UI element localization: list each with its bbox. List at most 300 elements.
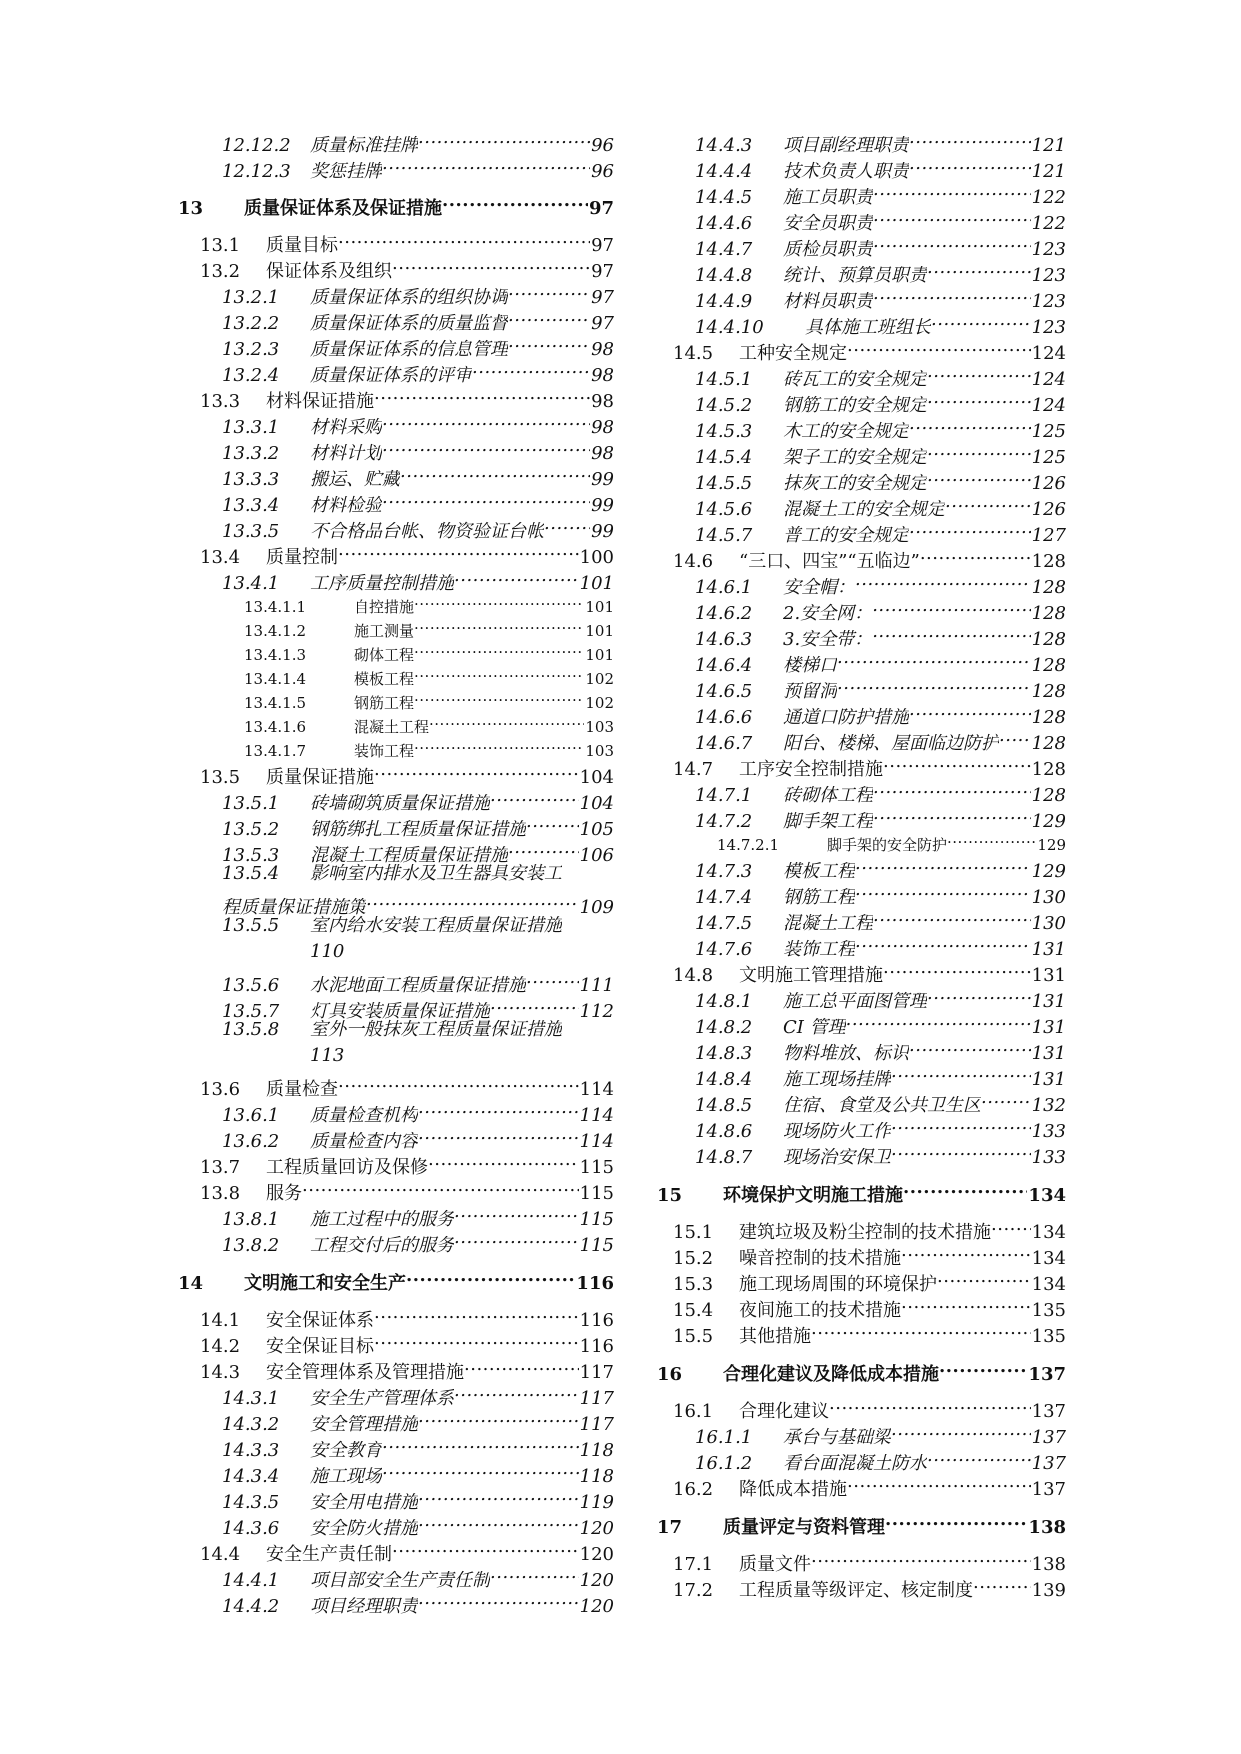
toc-entry-title: 噪音控制的技术措施 <box>739 1248 901 1269</box>
toc-entry[interactable] <box>673 1263 1066 1295</box>
toc-dot-leader <box>837 670 1031 697</box>
toc-entry-page: 128 <box>1031 681 1066 702</box>
toc-entry[interactable] <box>673 540 1066 572</box>
toc-entry-title: 砖砌体工程 <box>783 785 873 806</box>
toc-dot-leader <box>883 748 1031 775</box>
toc-entry[interactable] <box>695 280 1066 312</box>
toc-entry-title: 材料计划 <box>310 443 382 464</box>
toc-dot-leader <box>442 187 588 214</box>
toc-entry-page: 98 <box>591 391 614 412</box>
toc-entry[interactable] <box>200 1533 614 1565</box>
toc-entry-title: 装饰工程 <box>783 939 855 960</box>
toc-entry-number: 13.6.1 <box>222 1105 280 1126</box>
toc-entry-page: 98 <box>591 365 614 386</box>
toc-entry[interactable] <box>695 850 1066 882</box>
toc-entry[interactable] <box>673 332 1066 364</box>
toc-entry[interactable] <box>222 1120 614 1152</box>
toc-entry-number: 14.4.6 <box>695 213 753 234</box>
toc-entry[interactable] <box>695 410 1066 442</box>
toc-entry[interactable] <box>222 1585 614 1617</box>
toc-dot-leader <box>508 834 579 861</box>
toc-entry[interactable] <box>200 536 614 568</box>
toc-entry-page: 125 <box>1031 447 1066 468</box>
toc-entry[interactable] <box>695 1032 1066 1064</box>
toc-entry[interactable] <box>695 774 1066 806</box>
toc-entry[interactable] <box>222 458 614 490</box>
toc-entry[interactable] <box>695 306 1066 338</box>
toc-entry[interactable] <box>222 406 614 438</box>
toc-entry[interactable] <box>695 980 1066 1012</box>
toc-dot-leader <box>945 488 1031 515</box>
toc-entry-title: 质量保证体系及保证措施 <box>244 198 442 219</box>
toc-entry[interactable] <box>222 1507 614 1539</box>
toc-entry[interactable] <box>695 1442 1066 1474</box>
toc-entry-number: 13.4.1.2 <box>244 622 307 640</box>
toc-entry-number: 15 <box>657 1185 683 1206</box>
toc-entry-number: 14.7 <box>673 759 714 780</box>
toc-entry-number: 14.7.6 <box>695 939 753 960</box>
toc-entry-number: 13.2.4 <box>222 365 280 386</box>
toc-entry-page: 125 <box>1031 421 1066 442</box>
toc-entry-title: 砖墙砌筑质量保证措施 <box>310 793 490 814</box>
toc-entry-title: 保证体系及组织 <box>266 261 392 282</box>
toc-entry-number: 14.5.6 <box>695 499 753 520</box>
toc-dot-leader <box>927 436 1031 463</box>
toc-dot-leader <box>939 1353 1027 1380</box>
toc-entry[interactable] <box>695 1136 1066 1168</box>
toc-entry[interactable] <box>695 384 1066 416</box>
toc-entry-number: 14.3 <box>200 1362 241 1383</box>
toc-entry-number: 13.4.1 <box>222 573 280 594</box>
toc-entry-number: 14.4.5 <box>695 187 753 208</box>
toc-entry-number: 14.4.2 <box>222 1596 280 1617</box>
toc-entry[interactable] <box>673 954 1066 986</box>
toc-entry[interactable] <box>222 562 614 594</box>
toc-entry[interactable] <box>695 618 1066 650</box>
toc-entry-page: 135 <box>1031 1326 1066 1347</box>
toc-entry-number: 14.7.2.1 <box>717 836 780 854</box>
toc-entry-number: 16 <box>657 1364 683 1385</box>
toc-entry-title: 住宿、食堂及公共卫生区 <box>783 1095 981 1116</box>
toc-entry-number: 14.3.4 <box>222 1466 280 1487</box>
toc-dot-leader <box>418 1481 579 1508</box>
toc-entry[interactable] <box>695 1084 1066 1116</box>
toc-dot-leader <box>414 612 584 636</box>
toc-entry-page: 123 <box>1031 239 1066 260</box>
toc-dot-leader <box>454 562 579 589</box>
toc-entry[interactable] <box>695 902 1066 934</box>
toc-entry-number: 13.4.1.6 <box>244 718 307 736</box>
toc-entry[interactable] <box>222 1377 614 1409</box>
toc-entry[interactable] <box>695 202 1066 234</box>
toc-entry[interactable] <box>222 834 614 866</box>
toc-entry-title: 2.安全网： <box>783 603 873 624</box>
toc-entry-number: 12.12.2 <box>222 135 291 156</box>
toc-entry[interactable] <box>695 228 1066 260</box>
toc-entry[interactable] <box>222 1224 614 1256</box>
toc-entry-page: 101 <box>585 646 614 664</box>
toc-entry[interactable] <box>178 187 614 219</box>
toc-entry-page: 96 <box>591 135 614 156</box>
toc-entry[interactable] <box>222 276 614 308</box>
toc-entry-number: 13.3.4 <box>222 495 280 516</box>
toc-dot-leader <box>947 826 1036 850</box>
toc-entry[interactable] <box>695 124 1066 156</box>
toc-entry[interactable] <box>222 432 614 464</box>
toc-entry[interactable] <box>200 1172 614 1204</box>
toc-entry-number: 14.8.6 <box>695 1121 753 1142</box>
toc-entry[interactable] <box>244 708 614 736</box>
toc-entry-page: 97 <box>591 287 614 308</box>
toc-entry-number: 13.5.3 <box>222 845 280 866</box>
toc-entry[interactable] <box>695 876 1066 908</box>
toc-dot-leader <box>338 1068 579 1095</box>
toc-entry-page: 134 <box>1031 1222 1066 1243</box>
toc-entry-title: 工程质量回访及保修 <box>266 1157 428 1178</box>
toc-entry[interactable] <box>657 1353 1066 1385</box>
toc-entry-number: 13.3.5 <box>222 521 280 542</box>
toc-entry[interactable] <box>222 1429 614 1461</box>
toc-entry[interactable] <box>200 1351 614 1383</box>
toc-entry-number: 14.7.3 <box>695 861 753 882</box>
toc-entry[interactable] <box>222 124 614 156</box>
toc-entry-title: 混凝土工程 <box>354 718 430 736</box>
toc-entry[interactable] <box>673 1543 1066 1575</box>
toc-entry-page: 124 <box>1031 369 1066 390</box>
toc-entry-title: 合理化建议及降低成本措施 <box>723 1364 939 1385</box>
toc-entry[interactable] <box>200 756 614 788</box>
toc-entry-title: 质量检查机构 <box>310 1105 418 1126</box>
toc-entry[interactable] <box>222 912 614 939</box>
toc-entry-number: 15.2 <box>673 1248 714 1269</box>
toc-entry-title: 项目部安全生产责任制 <box>310 1570 490 1591</box>
toc-dot-leader <box>490 990 579 1017</box>
toc-entry-title: 架子工的安全规定 <box>783 447 927 468</box>
toc-entry[interactable] <box>222 510 614 542</box>
toc-dot-leader <box>429 708 584 732</box>
toc-entry-title: 材料检验 <box>310 495 382 516</box>
toc-entry[interactable] <box>200 380 614 412</box>
toc-entry-title: 环境保护文明施工措施 <box>723 1185 903 1206</box>
toc-dot-leader <box>855 566 1031 593</box>
toc-entry-title: 材料保证措施 <box>266 391 374 412</box>
toc-entry[interactable] <box>695 1416 1066 1448</box>
toc-entry[interactable] <box>695 1058 1066 1090</box>
toc-dot-leader <box>937 1263 1031 1290</box>
toc-entry[interactable] <box>222 886 614 918</box>
toc-entry[interactable] <box>200 224 614 256</box>
toc-entry[interactable] <box>222 484 614 516</box>
toc-entry[interactable] <box>673 1289 1066 1321</box>
toc-entry-title: 现场防火工作 <box>783 1121 891 1142</box>
toc-entry-number: 13 <box>178 198 204 219</box>
toc-entry-page: 100 <box>579 547 614 568</box>
toc-entry-title: 安全用电措施 <box>310 1492 418 1513</box>
toc-dot-leader <box>400 458 590 485</box>
toc-entry-title: 楼梯口 <box>783 655 837 676</box>
toc-dot-leader <box>931 306 1031 333</box>
toc-entry[interactable] <box>695 358 1066 390</box>
toc-entry[interactable] <box>310 1042 614 1069</box>
toc-entry-title: 降低成本措施 <box>739 1479 847 1500</box>
toc-entry[interactable] <box>200 1299 614 1331</box>
toc-entry-number: 12.12.3 <box>222 161 291 182</box>
toc-entry-title: 夜间施工的技术措施 <box>739 1300 901 1321</box>
toc-dot-leader <box>909 696 1031 723</box>
toc-entry-number: 13.6 <box>200 1079 241 1100</box>
toc-entry-title: 混凝土工程 <box>783 913 873 934</box>
toc-entry[interactable] <box>673 1569 1066 1601</box>
toc-entry-number: 14.6.2 <box>695 603 753 624</box>
toc-entry-number: 17.1 <box>673 1554 714 1575</box>
toc-entry-number: 16.1.1 <box>695 1427 753 1448</box>
toc-entry-title: 安全保证目标 <box>266 1336 374 1357</box>
toc-entry-page: 115 <box>579 1183 614 1204</box>
toc-dot-leader <box>829 1390 1031 1417</box>
toc-entry[interactable] <box>222 1094 614 1126</box>
toc-entry-title: 质量保证措施 <box>266 767 374 788</box>
toc-entry-title: 混凝土工的安全规定 <box>783 499 945 520</box>
toc-entry-page: 101 <box>579 573 614 594</box>
toc-dot-leader <box>909 410 1031 437</box>
toc-entry[interactable] <box>657 1506 1066 1538</box>
toc-entry[interactable] <box>222 1559 614 1591</box>
toc-entry-number: 13.4.1.5 <box>244 694 307 712</box>
toc-entry[interactable] <box>657 1174 1066 1206</box>
toc-dot-leader <box>847 332 1031 359</box>
toc-entry[interactable] <box>695 150 1066 182</box>
toc-entry-title: 文明施工管理措施 <box>739 965 883 986</box>
toc-entry-number: 14.5.7 <box>695 525 753 546</box>
toc-entry-title: 质检员职责 <box>783 239 873 260</box>
toc-entry-page: 137 <box>1031 1479 1066 1500</box>
toc-entry[interactable] <box>673 1390 1066 1422</box>
toc-dot-leader <box>891 1058 1031 1085</box>
toc-entry[interactable] <box>200 1068 614 1100</box>
toc-entry-number: 14.4.9 <box>695 291 753 312</box>
toc-dot-leader <box>999 722 1031 749</box>
toc-entry-number: 14.4 <box>200 1544 241 1565</box>
toc-dot-leader <box>406 1262 575 1289</box>
toc-dot-leader <box>414 588 584 612</box>
toc-entry-number: 14.8.2 <box>695 1017 753 1038</box>
toc-entry-page: 138 <box>1031 1554 1066 1575</box>
toc-entry[interactable] <box>695 928 1066 960</box>
toc-entry[interactable] <box>695 1006 1066 1038</box>
toc-dot-leader <box>903 1174 1027 1201</box>
toc-entry-page: 129 <box>1031 811 1066 832</box>
toc-entry-number: 17.2 <box>673 1580 714 1601</box>
toc-dot-leader <box>526 964 579 991</box>
toc-entry[interactable] <box>695 436 1066 468</box>
toc-dot-leader <box>302 1172 579 1199</box>
toc-entry-title: 施工现场 <box>310 1466 382 1487</box>
toc-entry-title: 奖惩挂牌 <box>310 161 382 182</box>
toc-entry-page: 104 <box>579 793 614 814</box>
toc-dot-leader <box>873 800 1031 827</box>
toc-entry-page: 134 <box>1031 1274 1066 1295</box>
toc-entry[interactable] <box>673 1211 1066 1243</box>
toc-entry-page: 97 <box>588 198 614 219</box>
toc-entry[interactable] <box>673 748 1066 780</box>
toc-entry-title: 材料员职责 <box>783 291 873 312</box>
toc-entry-title: 物料堆放、标识 <box>783 1043 909 1064</box>
toc-entry[interactable] <box>222 302 614 334</box>
toc-entry-page: 133 <box>1031 1147 1066 1168</box>
toc-entry-title: 质量控制 <box>266 547 338 568</box>
toc-entry[interactable] <box>200 1325 614 1357</box>
toc-entry-number: 14.4.1 <box>222 1570 280 1591</box>
toc-entry[interactable] <box>695 254 1066 286</box>
toc-entry-title: 质量标准挂牌 <box>310 135 418 156</box>
toc-dot-leader <box>374 756 579 783</box>
toc-entry-page: 99 <box>591 521 614 542</box>
toc-entry-title: 施工现场周围的环境保护 <box>739 1274 937 1295</box>
toc-entry[interactable] <box>200 250 614 282</box>
toc-entry[interactable] <box>695 462 1066 494</box>
toc-entry-page: 135 <box>1031 1300 1066 1321</box>
toc-entry-number: 13.8 <box>200 1183 241 1204</box>
toc-dot-leader <box>418 1585 579 1612</box>
toc-entry-page: 122 <box>1031 213 1066 234</box>
toc-entry[interactable] <box>695 176 1066 208</box>
toc-entry-title: “三口、四宝”“五临边” <box>739 551 920 572</box>
toc-entry[interactable] <box>222 782 614 814</box>
toc-entry[interactable] <box>222 1016 614 1043</box>
toc-entry-number: 13.5.2 <box>222 819 280 840</box>
toc-entry[interactable] <box>222 990 614 1022</box>
toc-dot-leader <box>508 328 590 355</box>
toc-dot-leader <box>418 1403 579 1430</box>
toc-dot-leader <box>873 280 1031 307</box>
toc-entry-page: 103 <box>585 718 614 736</box>
toc-entry-page: 105 <box>579 819 614 840</box>
toc-entry-number: 13.3.3 <box>222 469 280 490</box>
toc-entry[interactable] <box>244 612 614 640</box>
toc-entry-number: 14.8.1 <box>695 991 753 1012</box>
toc-entry-page: 116 <box>579 1336 614 1357</box>
toc-entry[interactable] <box>222 860 614 887</box>
toc-entry-number: 13.3.1 <box>222 417 280 438</box>
toc-entry[interactable] <box>673 1315 1066 1347</box>
toc-entry-number: 13.4.1.3 <box>244 646 307 664</box>
toc-entry-page: 137 <box>1031 1453 1066 1474</box>
toc-entry[interactable] <box>695 722 1066 754</box>
toc-entry-title: 施工过程中的服务 <box>310 1209 454 1230</box>
toc-entry-title: 施工现场挂牌 <box>783 1069 891 1090</box>
toc-dot-leader <box>418 1094 579 1121</box>
toc-entry[interactable] <box>200 1146 614 1178</box>
toc-entry-number: 13.3.2 <box>222 443 280 464</box>
toc-entry-number: 15.4 <box>673 1300 714 1321</box>
toc-entry[interactable] <box>222 964 614 996</box>
toc-entry-page: 127 <box>1031 525 1066 546</box>
toc-entry-number: 13.4.1.7 <box>244 742 307 760</box>
toc-entry-page: 123 <box>1031 291 1066 312</box>
toc-entry[interactable] <box>244 636 614 664</box>
toc-dot-leader <box>472 354 590 381</box>
toc-entry[interactable] <box>695 488 1066 520</box>
toc-entry-title: 不合格品台帐、物资验证台帐 <box>310 521 544 542</box>
toc-entry[interactable] <box>673 1468 1066 1500</box>
toc-entry-title: 混凝土工程质量保证措施 <box>310 845 508 866</box>
toc-entry-title: 安全帽： <box>783 577 855 598</box>
toc-entry-number: 13.4.1.4 <box>244 670 307 688</box>
toc-entry-number: 13.5.4 <box>222 863 280 884</box>
toc-entry[interactable] <box>695 1110 1066 1142</box>
toc-entry-page: 120 <box>579 1518 614 1539</box>
toc-dot-leader <box>508 276 590 303</box>
toc-dot-leader <box>837 644 1031 671</box>
toc-entry[interactable] <box>695 696 1066 728</box>
toc-entry-title: 水泥地面工程质量保证措施 <box>310 975 526 996</box>
toc-entry-page: 129 <box>1031 861 1066 882</box>
toc-entry[interactable] <box>222 354 614 386</box>
toc-entry-page: 120 <box>579 1570 614 1591</box>
toc-dot-leader <box>901 1289 1031 1316</box>
toc-entry-page: 128 <box>1031 733 1066 754</box>
toc-entry-title: CI 管理 <box>783 1017 846 1038</box>
toc-entry-title: 材料采购 <box>310 417 382 438</box>
toc-entry[interactable] <box>222 808 614 840</box>
toc-entry[interactable] <box>244 732 614 760</box>
toc-entry[interactable] <box>222 1481 614 1513</box>
toc-entry-title: 113 <box>310 1045 345 1066</box>
toc-entry[interactable] <box>310 938 614 965</box>
toc-entry[interactable] <box>222 328 614 360</box>
toc-dot-leader <box>508 302 590 329</box>
toc-dot-leader <box>428 1146 579 1173</box>
toc-entry-number: 14.8.7 <box>695 1147 753 1168</box>
toc-dot-leader <box>418 1507 579 1534</box>
toc-entry[interactable] <box>222 1403 614 1435</box>
toc-entry-number: 13.5.1 <box>222 793 280 814</box>
toc-entry[interactable] <box>244 684 614 712</box>
toc-entry[interactable] <box>695 670 1066 702</box>
toc-entry[interactable] <box>695 644 1066 676</box>
toc-entry[interactable] <box>673 1237 1066 1269</box>
toc-entry[interactable] <box>695 514 1066 546</box>
toc-dot-leader <box>414 732 584 756</box>
toc-entry-number: 13.8.2 <box>222 1235 280 1256</box>
toc-entry-title: 项目经理职责 <box>310 1596 418 1617</box>
toc-entry-number: 16.2 <box>673 1479 714 1500</box>
toc-dot-leader <box>414 660 584 684</box>
toc-entry[interactable] <box>222 1198 614 1230</box>
toc-entry[interactable] <box>695 592 1066 624</box>
toc-dot-leader <box>873 774 1031 801</box>
toc-dot-leader <box>392 1533 579 1560</box>
toc-entry[interactable] <box>695 566 1066 598</box>
toc-entry-title: 文明施工和安全生产 <box>244 1273 406 1294</box>
toc-entry-page: 115 <box>579 1157 614 1178</box>
toc-entry-title: 统计、预算员职责 <box>783 265 927 286</box>
toc-entry[interactable] <box>717 826 1066 854</box>
toc-entry-number: 13.8.1 <box>222 1209 280 1230</box>
toc-entry-page: 115 <box>579 1235 614 1256</box>
toc-entry[interactable] <box>244 660 614 688</box>
toc-entry-page: 121 <box>1031 135 1066 156</box>
toc-entry[interactable] <box>222 150 614 182</box>
toc-entry[interactable] <box>695 800 1066 832</box>
toc-entry-title: 抹灰工的安全规定 <box>783 473 927 494</box>
toc-entry[interactable] <box>244 588 614 616</box>
toc-entry-title: 质量保证体系的信息管理 <box>310 339 508 360</box>
toc-entry-title: 装饰工程 <box>354 742 415 760</box>
toc-entry[interactable] <box>222 1455 614 1487</box>
toc-entry-number: 14.8.4 <box>695 1069 753 1090</box>
toc-entry[interactable] <box>178 1262 614 1294</box>
